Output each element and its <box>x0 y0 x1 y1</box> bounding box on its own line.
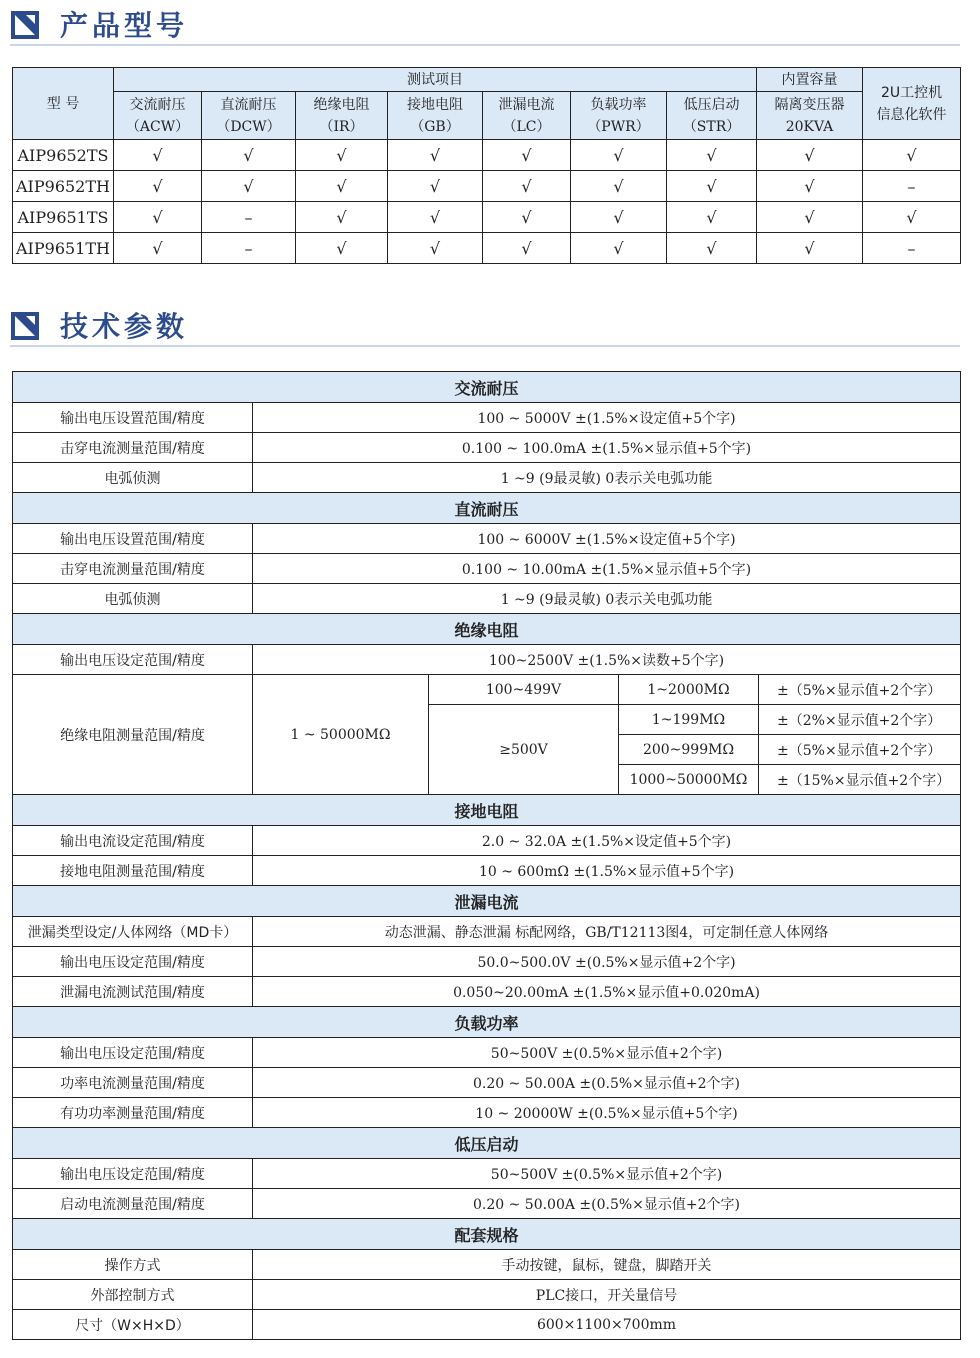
spec-label: 有功功率测量范围/精度 <box>13 1098 253 1128</box>
spec-label: 输出电压设置范围/精度 <box>13 403 253 433</box>
spec-section-str: 低压启动 <box>13 1128 961 1159</box>
spec-value: 10 ~ 600mΩ ±(1.5%×显示值+5个字) <box>253 856 961 886</box>
support-mark-cell: √ <box>667 202 757 233</box>
spec-value: 50~500V ±(0.5%×显示值+2个字) <box>253 1038 961 1068</box>
spec-section-gb: 接地电阻 <box>13 795 961 826</box>
support-mark-cell: √ <box>667 233 757 264</box>
software-header-line1: 2U工控机 <box>880 84 943 101</box>
spec-value: 100~2500V ±(1.5%×读数+5个字) <box>253 645 961 675</box>
spec-label: 操作方式 <box>13 1250 253 1280</box>
spec-value: 0.050~20.00mA ±(1.5%×显示值+0.020mA) <box>253 977 961 1007</box>
spec-value: 50~500V ±(0.5%×显示值+2个字) <box>253 1159 961 1189</box>
spec-label: 泄漏类型设定/人体网络（MD卡） <box>13 917 253 947</box>
spec-label: 绝缘电阻测量范围/精度 <box>13 675 253 795</box>
spec-value: 0.100 ~ 10.00mA ±(1.5%×显示值+5个字) <box>253 554 961 584</box>
support-mark-cell: √ <box>114 140 202 171</box>
support-mark-cell: √ <box>388 171 483 202</box>
spec-label: 电弧侦测 <box>13 584 253 614</box>
model-header-cell: 型 号 <box>13 68 114 140</box>
spec-value: 100 ~ 6000V ±(1.5%×设定值+5个字) <box>253 524 961 554</box>
spec-value: 1 ~9 (9最灵敏) 0表示关电弧功能 <box>253 584 961 614</box>
spec-label: 输出电压设定范围/精度 <box>13 645 253 675</box>
item-header-dcw: 直流耐压 （DCW） <box>202 92 296 140</box>
model-row <box>13 202 961 233</box>
spec-label: 输出电压设定范围/精度 <box>13 947 253 977</box>
model-name-cell: AIP9652TS <box>13 140 114 171</box>
item-header-gb: 接地电阻 （GB） <box>388 92 483 140</box>
section-marker-icon <box>11 11 39 39</box>
support-mark-cell: √ <box>202 171 296 202</box>
support-mark-cell: – <box>202 233 296 264</box>
item-header-lc: 泄漏电流 （LC） <box>483 92 571 140</box>
support-mark-cell: √ <box>114 233 202 264</box>
support-mark-cell: √ <box>483 233 571 264</box>
support-mark-cell: – <box>863 233 961 264</box>
item-header-str: 低压启动 （STR） <box>667 92 757 140</box>
support-mark-cell: √ <box>296 233 388 264</box>
spec-value: 50.0~500.0V ±(0.5%×显示值+2个字) <box>253 947 961 977</box>
spec-label: 泄漏电流测试范围/精度 <box>13 977 253 1007</box>
ir-voltage-low: 100~499V <box>429 675 619 705</box>
model-name-cell: AIP9651TS <box>13 202 114 233</box>
software-header-line2: 信息化软件 <box>876 106 947 123</box>
support-mark-cell: √ <box>667 140 757 171</box>
transformer-header-bottom: 隔离变压器 20KVA <box>757 92 863 140</box>
spec-value: 600×1100×700mm <box>253 1310 961 1340</box>
support-mark-cell: √ <box>296 171 388 202</box>
section-divider <box>10 345 960 347</box>
model-row <box>13 233 961 264</box>
spec-table <box>12 371 961 1340</box>
ir-sub-tolerance: ±（5%×显示值+2个字） <box>759 675 961 705</box>
model-table <box>12 67 961 264</box>
support-mark-cell: √ <box>757 202 863 233</box>
spec-value: 1 ~9 (9最灵敏) 0表示关电弧功能 <box>253 463 961 493</box>
transformer-header-top: 内置容量 <box>757 68 863 92</box>
item-header-pwr: 负载功率 （PWR） <box>571 92 667 140</box>
spec-value: PLC接口，开关量信号 <box>253 1280 961 1310</box>
spec-label: 外部控制方式 <box>13 1280 253 1310</box>
spec-label: 输出电压设定范围/精度 <box>13 1038 253 1068</box>
spec-label: 击穿电流测量范围/精度 <box>13 433 253 463</box>
support-mark-cell: √ <box>571 202 667 233</box>
spec-label: 启动电流测量范围/精度 <box>13 1189 253 1219</box>
ir-sub-range: 200~999MΩ <box>619 735 759 765</box>
spec-value: 2.0 ~ 32.0A ±(1.5%×设定值+5个字) <box>253 826 961 856</box>
support-mark-cell: √ <box>483 202 571 233</box>
model-row <box>13 140 961 171</box>
item-header-acw: 交流耐压 （ACW） <box>114 92 202 140</box>
spec-value: 动态泄漏、静态泄漏 标配网络，GB/T12113图4，可定制任意人体网络 <box>253 917 961 947</box>
spec-value: 0.20 ~ 50.00A ±(0.5%×显示值+2个字) <box>253 1189 961 1219</box>
section-title: 产品型号 <box>60 9 189 42</box>
support-mark-cell: √ <box>296 202 388 233</box>
section-header-models <box>10 2 960 46</box>
spec-value: 手动按键，鼠标，键盘，脚踏开关 <box>253 1250 961 1280</box>
support-mark-cell: √ <box>483 171 571 202</box>
section-header-specs <box>10 303 960 347</box>
spec-label: 输出电压设定范围/精度 <box>13 1159 253 1189</box>
ir-sub-tolerance: ±（5%×显示值+2个字） <box>759 735 961 765</box>
support-mark-cell: √ <box>483 140 571 171</box>
support-mark-cell: √ <box>757 171 863 202</box>
support-mark-cell: √ <box>202 140 296 171</box>
support-mark-cell: √ <box>388 140 483 171</box>
item-header-ir: 绝缘电阻 （IR） <box>296 92 388 140</box>
spec-section-lc: 泄漏电流 <box>13 886 961 917</box>
support-mark-cell: √ <box>388 202 483 233</box>
ir-voltage-high: ≥500V <box>429 705 619 795</box>
section-divider <box>10 44 960 46</box>
spec-value: 100 ~ 5000V ±(1.5%×设定值+5个字) <box>253 403 961 433</box>
support-mark-cell: √ <box>667 171 757 202</box>
support-mark-cell: √ <box>757 233 863 264</box>
spec-section-pwr: 负载功率 <box>13 1007 961 1038</box>
spec-label: 击穿电流测量范围/精度 <box>13 554 253 584</box>
model-name-cell: AIP9652TH <box>13 171 114 202</box>
spec-section-accessories: 配套规格 <box>13 1219 961 1250</box>
spec-value: 10 ~ 20000W ±(0.5%×显示值+5个字) <box>253 1098 961 1128</box>
ir-sub-tolerance: ±（15%×显示值+2个字） <box>759 765 961 795</box>
support-mark-cell: √ <box>863 202 961 233</box>
support-mark-cell: – <box>202 202 296 233</box>
spec-label: 电弧侦测 <box>13 463 253 493</box>
section-marker-icon <box>11 312 39 340</box>
ir-sub-range: 1~199MΩ <box>619 705 759 735</box>
spec-label: 尺寸（W×H×D） <box>13 1310 253 1340</box>
support-mark-cell: √ <box>571 171 667 202</box>
model-name-cell: AIP9651TH <box>13 233 114 264</box>
support-mark-cell: √ <box>388 233 483 264</box>
spec-label: 接地电阻测量范围/精度 <box>13 856 253 886</box>
support-mark-cell: √ <box>571 140 667 171</box>
support-mark-cell: √ <box>757 140 863 171</box>
support-mark-cell: √ <box>114 202 202 233</box>
support-mark-cell: – <box>863 171 961 202</box>
support-mark-cell: √ <box>863 140 961 171</box>
spec-label: 输出电流设定范围/精度 <box>13 826 253 856</box>
section-title: 技术参数 <box>60 310 189 343</box>
ir-measure-range: 1 ~ 50000MΩ <box>253 675 429 795</box>
spec-value: 0.20 ~ 50.00A ±(0.5%×显示值+2个字) <box>253 1068 961 1098</box>
ir-sub-tolerance: ±（2%×显示值+2个字） <box>759 705 961 735</box>
spec-section-ir: 绝缘电阻 <box>13 614 961 645</box>
software-header-cell <box>863 68 961 140</box>
support-mark-cell: √ <box>114 171 202 202</box>
ir-sub-range: 1000~50000MΩ <box>619 765 759 795</box>
model-row <box>13 171 961 202</box>
test-items-header-cell: 测试项目 <box>114 68 757 92</box>
ir-sub-range: 1~2000MΩ <box>619 675 759 705</box>
spec-label: 输出电压设置范围/精度 <box>13 524 253 554</box>
spec-label: 功率电流测量范围/精度 <box>13 1068 253 1098</box>
spec-section-acw: 交流耐压 <box>13 372 961 403</box>
support-mark-cell: √ <box>296 140 388 171</box>
support-mark-cell: √ <box>571 233 667 264</box>
spec-value: 0.100 ~ 100.0mA ±(1.5%×显示值+5个字) <box>253 433 961 463</box>
spec-section-dcw: 直流耐压 <box>13 493 961 524</box>
